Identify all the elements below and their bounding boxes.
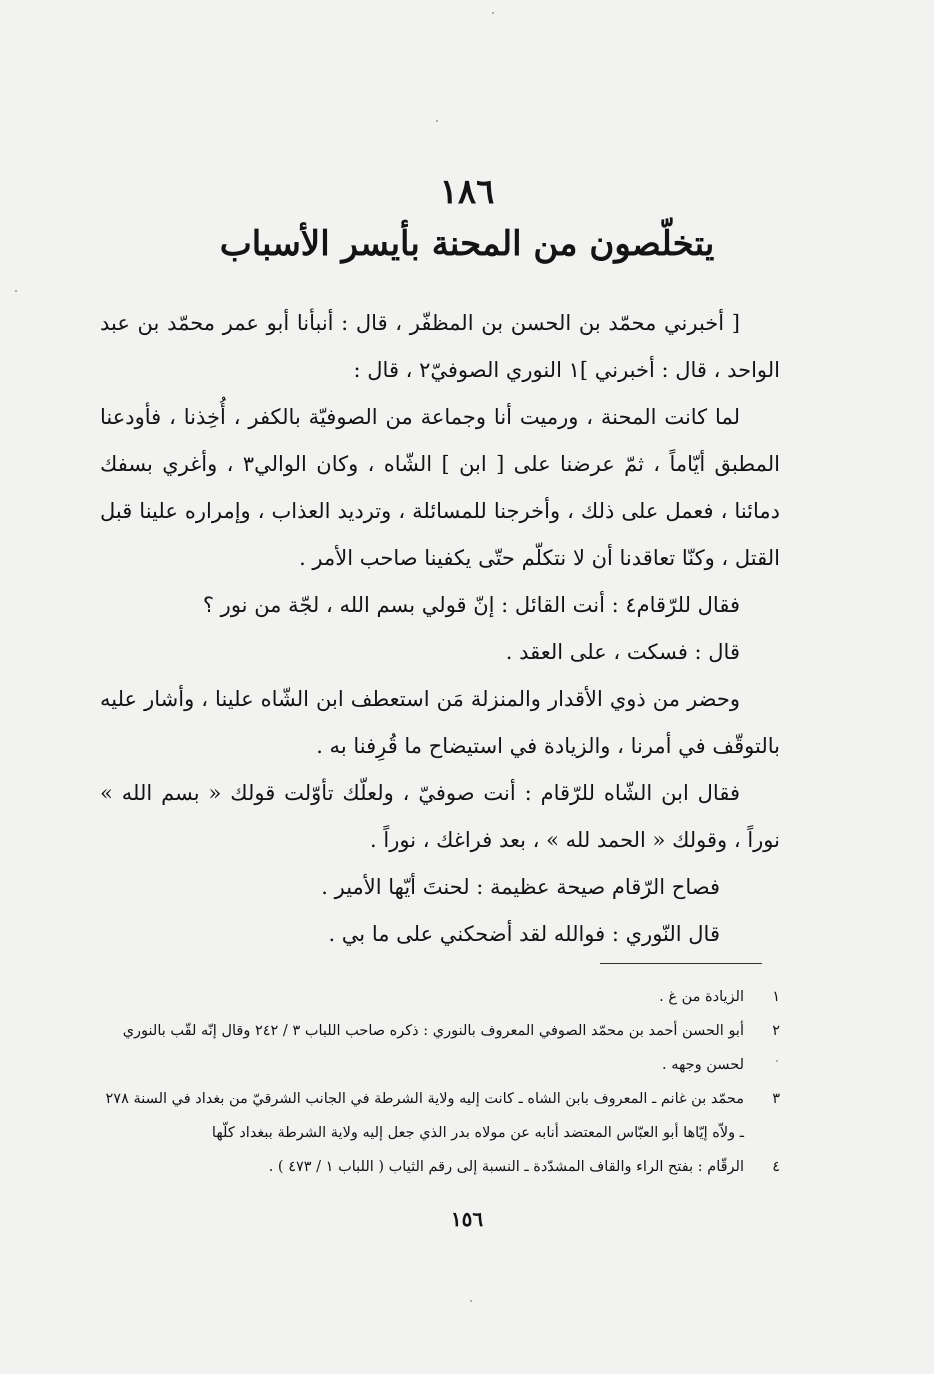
- paragraph-conclusion: قال النّوري : فوالله لقد أضحكني على ما بي .: [328, 922, 720, 946]
- paragraph-intercession: وحضر من ذوي الأقدار والمنزلة مَن استعطف ابن الشّاه علينا ، وأشار عليه بالتوقّف في أمرنا ، والزيادة في استيضاح ما قُرِفنا به .: [100, 687, 780, 758]
- scan-speck: [492, 12, 494, 14]
- footnotes: [100, 980, 780, 1184]
- footnote-text: محمّد بن غانم ـ المعروف بابن الشاه ـ كانت إليه ولاية الشرطة في الجانب الشرقيّ من بغداد في السنة ٢٧٨ ـ ولاّه إيّاها أبو العبّاس المعتضد أنابه عن مولاه بدر الذي جعل إليه ولاية الشرطة ببغداد كلّها: [105, 1091, 744, 1141]
- chapter-number: ١٨٦: [439, 172, 495, 212]
- footnote-number: ٣: [772, 1091, 780, 1107]
- page-number: ١٥٦: [450, 1207, 484, 1231]
- footnote-number: ٢: [772, 1023, 780, 1039]
- scan-speck: [436, 120, 438, 122]
- footnote-text: الرقّام : بفتح الراء والقاف المشدّدة ـ النسبة إلى رقم الثياب ( اللباب ١ / ٤٧٣ ) .: [268, 1159, 744, 1175]
- scan-speck: [776, 1060, 778, 1062]
- footnote-text: أبو الحسن أحمد بن محمّد الصوفي المعروف بالنوري : ذكره صاحب اللباب ٣ / ٢٤٢ وقال إنّه لقّب بالنوري لحسن وجهه .: [122, 1023, 744, 1073]
- footnote-item: [100, 1014, 780, 1082]
- footnote-item: [100, 1150, 780, 1184]
- paragraph-ibn-shah: فقال ابن الشّاه للرّقام : أنت صوفيّ ، ولعلّك تأوّلت قولك « بسم الله » نوراً ، وقولك « الحمد لله » ، بعد فراغك ، نوراً .: [100, 781, 780, 852]
- footnote-item: [100, 1082, 780, 1150]
- footnote-text: الزيادة من غ .: [659, 989, 744, 1005]
- paragraph-question: فقال للرّقام٤ : أنت القائل : إنّ قولي بسم الله ، لجّة من نور ؟: [202, 593, 740, 617]
- paragraph-narrative: لما كانت المحنة ، ورميت أنا وجماعة من الصوفيّة بالكفر ، أُخِذنا ، فأودعنا المطبق أيّاماً ، ثمّ عرضنا على [ ابن ] الشّاه ، وكان الوالي٣ ، وأغري بسفك دمائنا ، فعمل على ذلك ، وأخرجنا للمسائلة ، وترديد العذاب ، وإمراره علينا قبل القتل ، وكنّا تعاقدنا أن لا نتكلّم حتّى يكفينا صاحب الأمر .: [100, 405, 780, 570]
- footnote-number: ١: [772, 989, 780, 1005]
- body-text: [100, 300, 780, 958]
- paragraph-isnad: [ أخبرني محمّد بن الحسن بن المظفّر ، قال : أنبأنا أبو عمر محمّد بن عبد الواحد ، قال : أخبرني ]١ النوري الصوفيّ٢ ، قال :: [100, 311, 780, 382]
- scan-speck: [470, 1300, 472, 1302]
- paragraph-silence: قال : فسكت ، على العقد .: [505, 640, 740, 664]
- chapter-title: يتخلّصون من المحنة بأيسر الأسباب: [219, 224, 715, 264]
- scan-speck: [15, 290, 17, 292]
- footnote-separator: [600, 963, 762, 964]
- footnote-item: [100, 980, 780, 1014]
- footnote-number: ٤: [772, 1159, 780, 1175]
- paragraph-shout: فصاح الرّقام صيحة عظيمة : لحنتَ أيّها الأمير .: [321, 875, 720, 899]
